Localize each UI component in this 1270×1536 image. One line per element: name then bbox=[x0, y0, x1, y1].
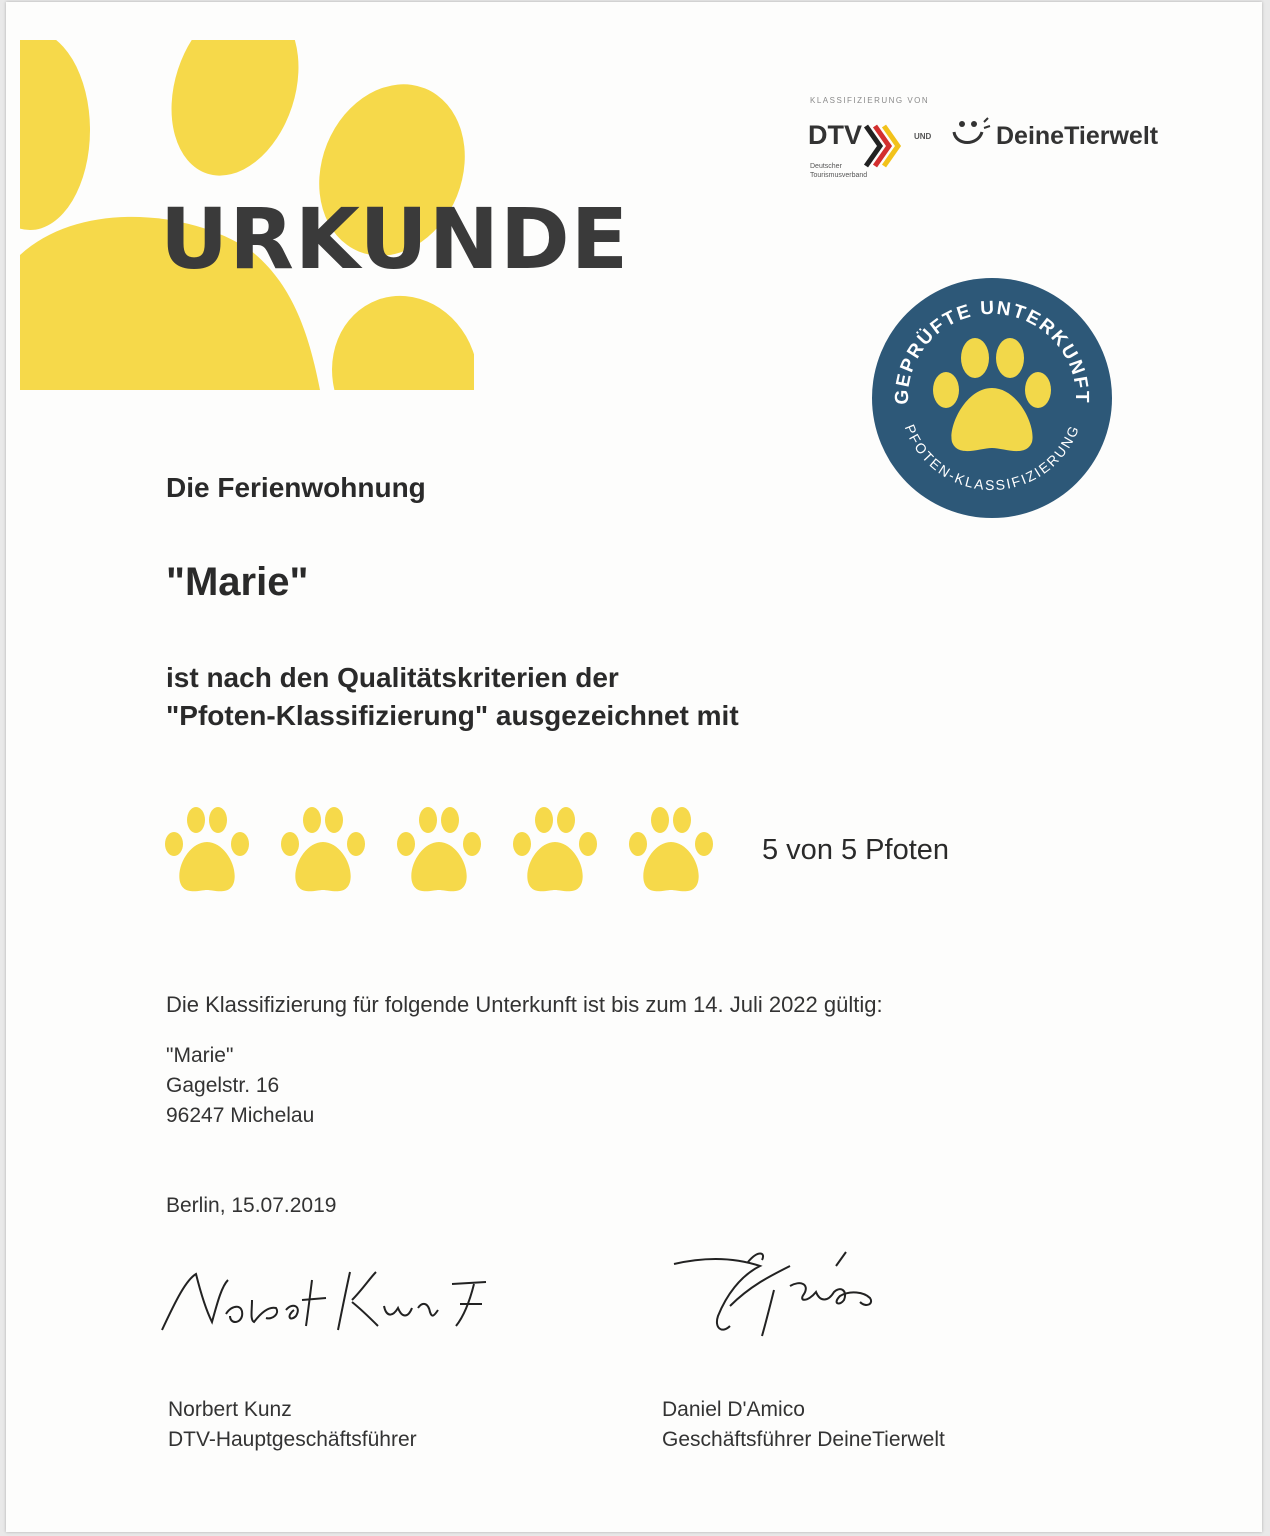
paw-3-icon bbox=[397, 807, 481, 891]
rating-label: 5 von 5 Pfoten bbox=[762, 834, 950, 866]
paw-5-icon bbox=[629, 807, 713, 891]
validity-text: Die Klassifizierung für folgende Unterkunft ist bis zum 14. Juli 2022 gültig: bbox=[166, 992, 883, 1017]
seal-bottom-text: PFOTEN-KLASSIFIZIERUNG bbox=[901, 421, 1083, 494]
certificate-page bbox=[6, 2, 1262, 1532]
und-label: UND bbox=[914, 132, 932, 141]
deinetierwelt-logo-icon bbox=[948, 116, 992, 152]
place-and-date: Berlin, 15.07.2019 bbox=[166, 1194, 337, 1217]
logo-caption: KLASSIFIZIERUNG VON bbox=[810, 96, 930, 105]
criteria-line-1: ist nach den Qualitätskriterien der bbox=[166, 662, 619, 693]
seal-top-text: GEPRÜFTE UNTERKUNFT bbox=[891, 297, 1093, 405]
criteria-line-2: "Pfoten-Klassifizierung" ausgezeichnet mit bbox=[166, 700, 739, 731]
signature-norbert-kunz bbox=[156, 1260, 496, 1340]
paw-1-icon bbox=[165, 807, 249, 891]
paw-rating bbox=[158, 804, 728, 898]
deinetierwelt-logo-text: DeineTierwelt bbox=[996, 122, 1159, 150]
signatory-2-name: Daniel D'Amico bbox=[662, 1398, 805, 1421]
dtv-subtitle: Deutscher Tourismusverband bbox=[810, 163, 868, 179]
property-name: "Marie" bbox=[166, 560, 309, 604]
signatory-2-role: Geschäftsführer DeineTierwelt bbox=[662, 1428, 945, 1451]
verified-accommodation-seal bbox=[870, 276, 1114, 520]
signatory-1-name: Norbert Kunz bbox=[168, 1398, 292, 1421]
address-line-street: Gagelstr. 16 bbox=[166, 1074, 280, 1097]
dtv-logo-text: DTV bbox=[808, 120, 862, 150]
address-line-city: 96247 Michelau bbox=[166, 1104, 315, 1127]
paw-4-icon bbox=[513, 807, 597, 891]
signatory-1-role: DTV-Hauptgeschäftsführer bbox=[168, 1428, 417, 1451]
address-line-name: "Marie" bbox=[166, 1044, 234, 1067]
paw-2-icon bbox=[281, 807, 365, 891]
signature-daniel-damico bbox=[670, 1246, 920, 1346]
certificate-title: URKUNDE bbox=[160, 190, 630, 288]
intro-text: Die Ferienwohnung bbox=[166, 472, 426, 503]
